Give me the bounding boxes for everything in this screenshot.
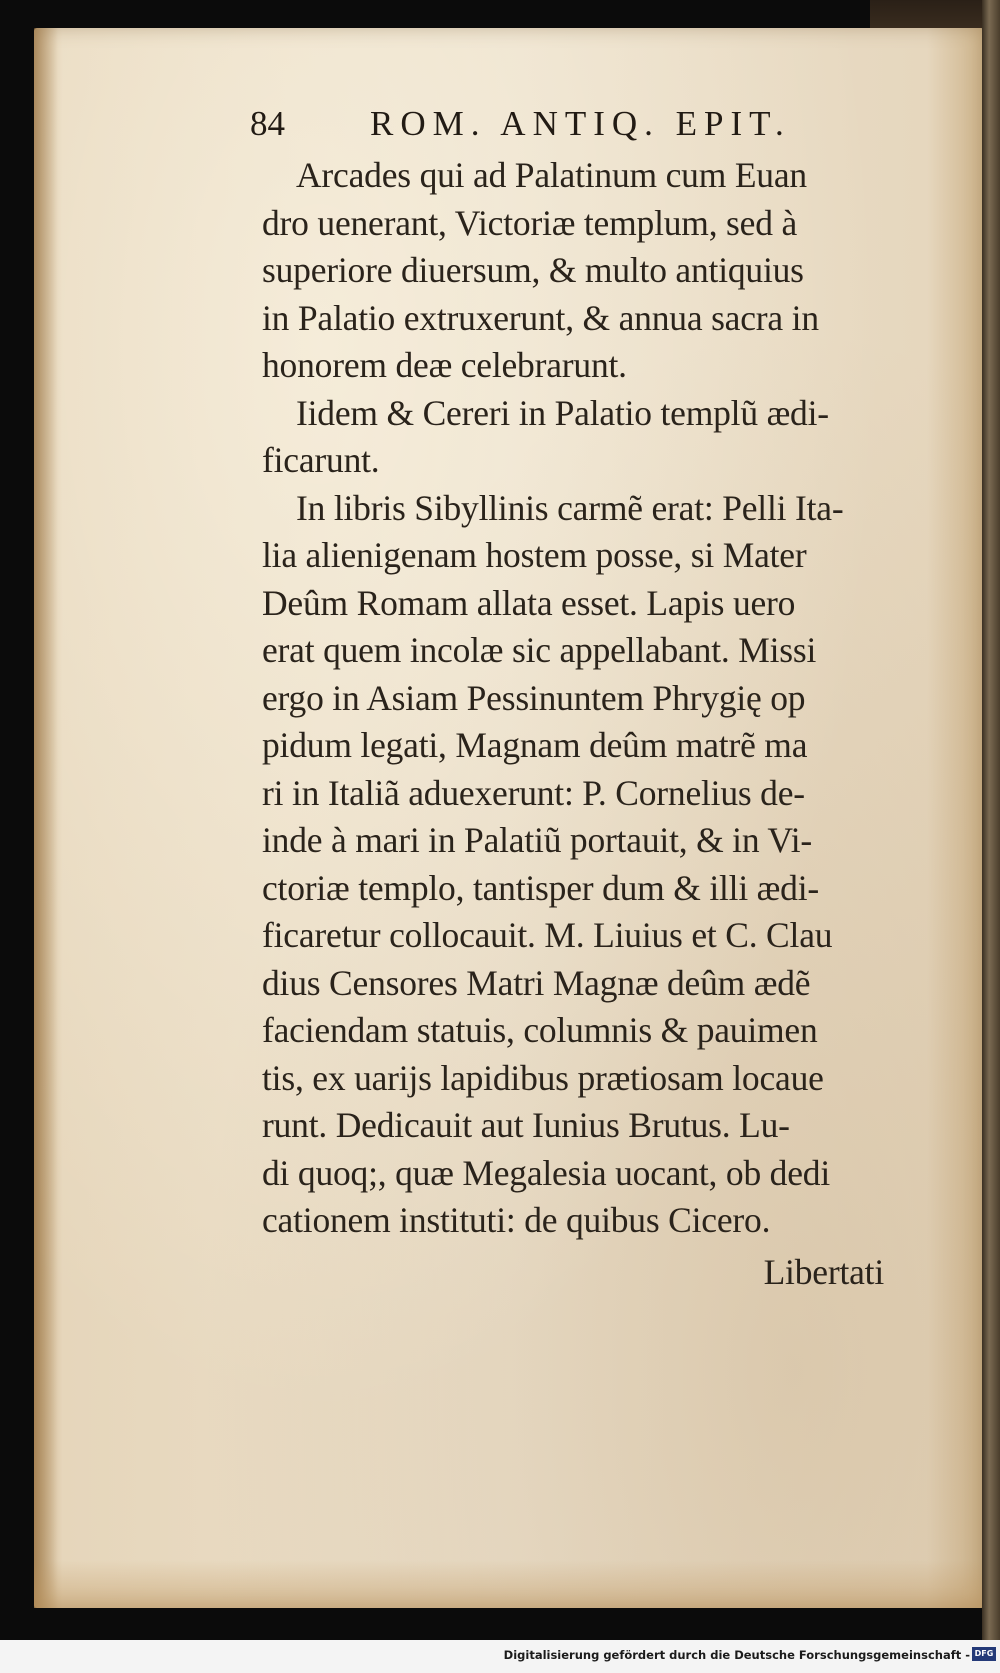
text-line: Arcades qui ad Palatinum cum Euan [296,155,807,195]
text-line: ri in Italiã aduexerunt: P. Cornelius de- [262,772,805,813]
text-line: ergo in Asiam Pessinuntem Phrygię op [262,677,806,718]
funding-notice: Digitalisierung gefördert durch die Deutsche Forschungsgemeinschaft - [503,1648,970,1662]
dfg-logo-icon: DFG [972,1647,996,1661]
text-line: Deûm Romam allata esset. Lapis uero [262,582,796,623]
text-line: faciendam statuis, columnis & pauimen [262,1010,818,1050]
text-line: In libris Sibyllinis carmẽ erat: Pelli Ita- [296,487,844,528]
page-number: 84 [250,104,285,143]
text-line: superiore diuersum, & multo antiquius [262,250,804,290]
text-line: ficarunt. [262,440,380,480]
text-line: cationem instituti: de quibus Cicero. [262,1200,771,1240]
text-line: inde à mari in Palatiũ portauit, & in Vi- [262,820,813,860]
text-line: Iidem & Cereri in Palatio templũ ædi- [296,392,829,433]
running-head [250,100,942,152]
text-line: pidum legati, Magnam deûm matrẽ ma [262,725,808,765]
text-line: ctoriæ templo, tantisper dum & illi ædi- [262,867,819,908]
digitization-footer [0,1640,1000,1673]
text-line: lia alienigenam hostem posse, si Mater [262,535,807,575]
body-text [262,152,942,1296]
text-line: ficaretur collocauit. M. Liuius et C. Clau [262,915,833,955]
text-line: runt. Dedicauit aut Iunius Brutus. Lu- [262,1105,790,1145]
text-line: dro uenerant, Victoriæ templum, sed à [262,202,797,243]
gutter-shadow [34,28,58,1608]
text-block [250,100,942,1296]
text-line: di quoq;, quæ Megalesia uocant, ob dedi [262,1152,830,1193]
text-line: erat quem incolæ sic appellabant. Missi [262,630,817,670]
page-stain [34,1560,984,1608]
text-line: tis, ex uarijs lapidibus prætiosam locaue [262,1057,824,1098]
text-line: in Palatio extruxerunt, & annua sacra in [262,297,819,338]
catchword: Libertati [763,1251,884,1292]
text-line: dius Censores Matri Magnæ deûm ædẽ [262,962,811,1003]
text-line: honorem deæ celebrarunt. [262,345,627,385]
next-page-edge [982,0,1000,1673]
running-title: ROM. ANTIQ. EPIT. [370,104,791,143]
